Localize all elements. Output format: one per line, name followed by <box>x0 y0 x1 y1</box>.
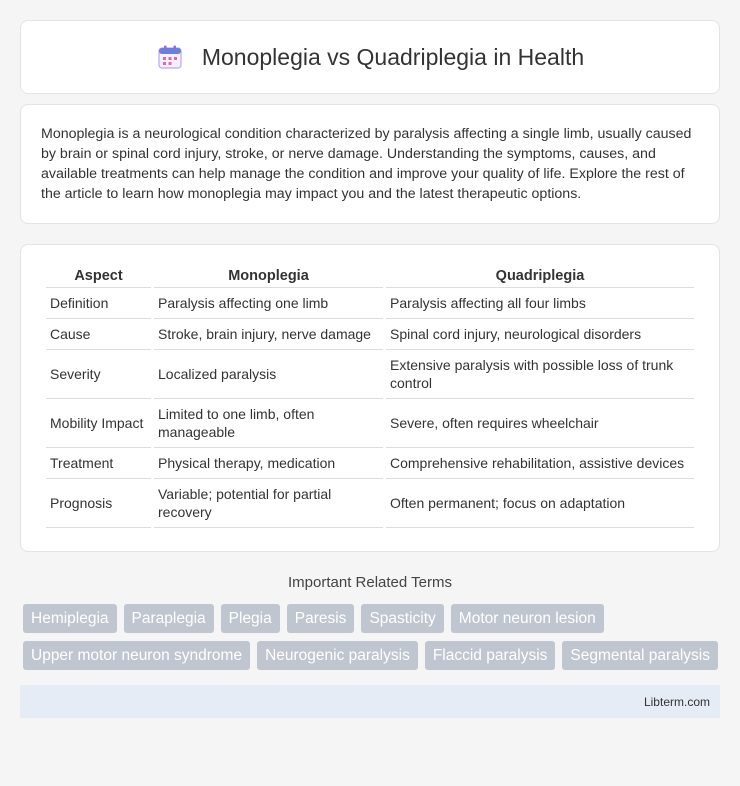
related-terms-heading: Important Related Terms <box>288 574 452 591</box>
calendar-icon <box>156 43 184 71</box>
intro-card <box>20 104 720 224</box>
table-row <box>46 288 694 319</box>
table-cell: Prognosis <box>46 479 151 528</box>
table-cell: Definition <box>46 288 151 319</box>
tag-neurogenic-paralysis[interactable]: Neurogenic paralysis <box>257 641 418 670</box>
page-title: Monoplegia vs Quadriplegia in Health <box>201 43 585 70</box>
table-cell: Severe, often requires wheelchair <box>386 399 694 448</box>
related-terms-list <box>20 604 720 670</box>
header-quadriplegia: Quadriplegia <box>386 263 694 288</box>
table-cell: Physical therapy, medication <box>154 448 383 479</box>
table-row <box>46 399 694 448</box>
header-aspect: Aspect <box>46 263 151 288</box>
comparison-table <box>43 263 697 528</box>
tag-upper-motor-neuron-syndrome[interactable]: Upper motor neuron syndrome <box>23 641 250 670</box>
tag-motor-neuron-lesion[interactable]: Motor neuron lesion <box>451 604 604 633</box>
footer-site-link[interactable]: Libterm.com <box>643 694 710 709</box>
table-row <box>46 448 694 479</box>
table-row <box>46 319 694 350</box>
header-monoplegia: Monoplegia <box>154 263 383 288</box>
table-cell: Stroke, brain injury, nerve damage <box>154 319 383 350</box>
tag-spasticity[interactable]: Spasticity <box>361 604 443 633</box>
table-cell: Extensive paralysis with possible loss of trunk control <box>386 350 694 399</box>
tag-flaccid-paralysis[interactable]: Flaccid paralysis <box>425 641 556 670</box>
table-cell: Variable; potential for partial recovery <box>154 479 383 528</box>
intro-text: Monoplegia is a neurological condition characterized by paralysis affecting a single limb, usually caused by brain or spinal cord injury, stroke, or nerve damage. Understanding the symptoms, causes, and available treatments can help manage the condition and improve your quality of life. Explore the rest of the article to learn how monoplegia may impact you and the latest therapeutic options. <box>41 126 692 202</box>
tag-segmental-paralysis[interactable]: Segmental paralysis <box>562 641 718 670</box>
comparison-card <box>20 244 720 552</box>
table-cell: Severity <box>46 350 151 399</box>
title-card <box>20 20 720 94</box>
footer <box>20 685 720 718</box>
tag-paresis[interactable]: Paresis <box>287 604 355 633</box>
tag-plegia[interactable]: Plegia <box>221 604 280 633</box>
table-cell: Comprehensive rehabilitation, assistive devices <box>386 448 694 479</box>
table-cell: Cause <box>46 319 151 350</box>
table-cell: Limited to one limb, often manageable <box>154 399 383 448</box>
tag-hemiplegia[interactable]: Hemiplegia <box>23 604 117 633</box>
table-cell: Paralysis affecting all four limbs <box>386 288 694 319</box>
table-cell: Paralysis affecting one limb <box>154 288 383 319</box>
table-cell: Often permanent; focus on adaptation <box>386 479 694 528</box>
table-header-row <box>46 263 694 288</box>
table-cell: Spinal cord injury, neurological disorders <box>386 319 694 350</box>
tag-paraplegia[interactable]: Paraplegia <box>124 604 214 633</box>
table-cell: Localized paralysis <box>154 350 383 399</box>
table-row <box>46 350 694 399</box>
table-cell: Treatment <box>46 448 151 479</box>
table-cell: Mobility Impact <box>46 399 151 448</box>
table-row <box>46 479 694 528</box>
